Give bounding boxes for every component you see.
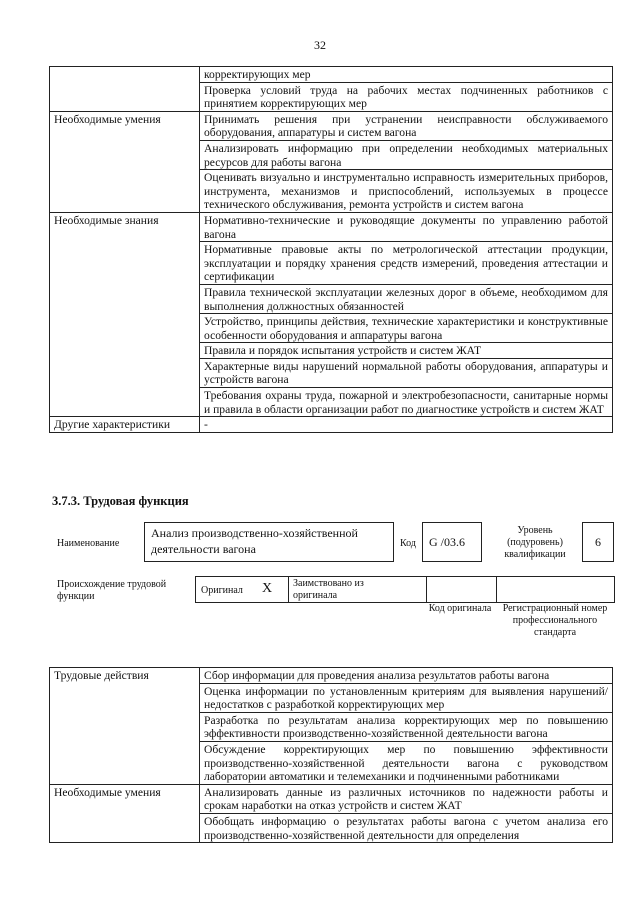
original-label: Оригинал <box>201 585 243 596</box>
reg-caption: Регистрационный номер профессионального стандарта <box>502 603 608 638</box>
level-label: Уровень (подуровень) квалификации <box>504 525 566 560</box>
row-label: Трудовые действия <box>50 668 200 785</box>
row-label: Необходимые умения <box>50 111 200 212</box>
row-item: Обобщать информацию о результатах работы вагона с учетом анализа его производственно-хозяйственной деятельности для определения <box>200 813 613 842</box>
row-item: Сбор информации для проведения анализа результатов работы вагона <box>200 668 613 684</box>
cell-divider <box>426 577 427 602</box>
row-item: Характерные виды нарушений нормальной работы оборудования, аппаратуры и устройств вагона <box>200 358 613 387</box>
requirements-table <box>49 66 613 433</box>
row-label: Другие характеристики <box>50 417 200 433</box>
level-value: 6 <box>595 535 601 549</box>
labor-actions-table <box>49 667 613 843</box>
origin-table <box>195 576 615 603</box>
row-item: Требования охраны труда, пожарной и электробезопасности, санитарные нормы и правила в области организации работ по диагностике устройств и систем ЖАТ <box>200 388 613 417</box>
page-number: 32 <box>314 38 326 52</box>
row-item: Устройство, принципы действия, технические характеристики и конструктивные особенности оборудования и аппаратуры вагона <box>200 314 613 343</box>
row-item: - <box>200 417 613 433</box>
table-row <box>50 111 613 140</box>
original-mark: X <box>262 581 273 596</box>
section-title: 3.7.3. Трудовая функция <box>52 494 189 508</box>
row-label: Необходимые умения <box>50 784 200 842</box>
row-item: Оценивать визуально и инструментально исправность измерительных приборов, инструмента, механизмов и приспособлений, используемых в процессе технического обслуживания, ремонта устройств и систем вагона <box>200 170 613 213</box>
code-caption: Код оригинала <box>428 603 492 614</box>
row-item: Разработка по результатам анализа корректирующих мер по повышению эффективности производственно-хозяйственной деятельности вагона <box>200 712 613 741</box>
level-box <box>582 522 614 562</box>
row-item: Анализировать информацию при определении необходимых материальных ресурсов для работы вагона <box>200 140 613 169</box>
row-item: корректирующих мер <box>200 67 613 83</box>
code-label: Код <box>400 538 416 549</box>
table-row <box>50 67 613 83</box>
row-item: Правила технической эксплуатации железных дорог в объеме, необходимом для выполнения должностных обязанностей <box>200 284 613 313</box>
cell-divider <box>496 577 497 602</box>
table-row <box>50 668 613 684</box>
row-label: Необходимые знания <box>50 212 200 416</box>
row-item: Анализировать данные из различных источников по надежности работы и срокам наработки на отказ устройств и систем ЖАТ <box>200 784 613 813</box>
function-name-box <box>144 522 394 562</box>
table-row <box>50 784 613 813</box>
function-name: Анализ производственно-хозяйственной деятельности вагона <box>151 526 358 556</box>
row-item: Обсуждение корректирующих мер по повышению эффективности производственно-хозяйственной деятельности вагона с руководством лаборатории автоматики и телемеханики и подчиненными работниками <box>200 741 613 784</box>
table-row <box>50 417 613 433</box>
table-row <box>50 212 613 241</box>
row-item: Оценка информации по установленным критериям для выявления нарушений/недостатков с разработкой корректирующих мер <box>200 683 613 712</box>
row-item: Проверка условий труда на рабочих местах подчиненных работников с принятием корректирующих мер <box>200 82 613 111</box>
row-item: Нормативно-технические и руководящие документы по управлению работой вагона <box>200 212 613 241</box>
borrowed-label: Заимствовано из оригинала <box>293 578 364 601</box>
origin-label: Происхождение трудовой функции <box>57 579 167 602</box>
code-box <box>422 522 482 562</box>
name-label: Наименование <box>57 538 120 549</box>
code-value: G /03.6 <box>429 535 465 549</box>
row-label <box>50 67 200 112</box>
row-item: Нормативные правовые акты по метрологической аттестации продукции, эксплуатации и порядку хранения средств измерений, проведения аттестации и сертификации <box>200 242 613 285</box>
row-item: Правила и порядок испытания устройств и систем ЖАТ <box>200 343 613 359</box>
row-item: Принимать решения при устранении неисправности обслуживаемого оборудования, аппаратуры и систем вагона <box>200 111 613 140</box>
cell-divider <box>288 577 289 602</box>
